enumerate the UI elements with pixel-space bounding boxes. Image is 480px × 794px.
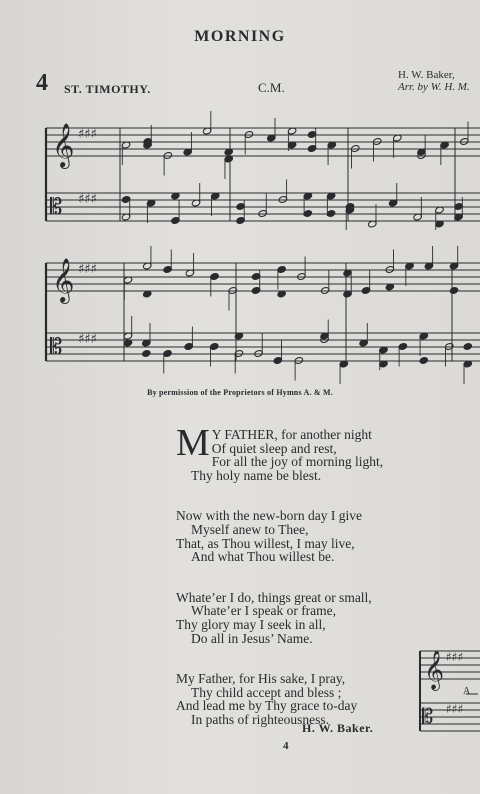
treble-clef: 𝄞: [52, 258, 75, 302]
key-signature: ♯♯♯: [78, 127, 97, 142]
system-1: [46, 111, 469, 230]
page-number: 4: [283, 740, 289, 752]
verse-line: Whate’er I do, things great or small,: [176, 589, 372, 605]
arranger-credit: Arr. by W. H. M.: [398, 81, 470, 93]
verse-line: Do all in Jesus’ Name.: [191, 630, 313, 646]
verse-line: Y FATHER, for another night: [211, 427, 372, 442]
treble-clef: 𝄞: [424, 650, 445, 690]
verse-line: Thy child accept and bless ;: [191, 684, 342, 700]
key-signature: ♯♯♯: [78, 192, 97, 207]
tenor-clef: 𝄡: [422, 704, 434, 728]
note-head: [142, 350, 151, 358]
system-2: [46, 246, 472, 384]
verse-line: For all the joy of morning light,: [211, 454, 384, 470]
note-head: [449, 287, 458, 295]
verse-line: And lead me by Thy grace to-day: [176, 698, 358, 714]
stanza-2: [176, 509, 416, 563]
key-signature: ♯♯♯: [446, 650, 464, 664]
verse-line: And what Thou willest be.: [191, 549, 335, 565]
permission-note: By permission of the Proprietors of Hymns A. & M.: [147, 388, 333, 397]
verses: [176, 422, 416, 754]
stanza-3: [176, 591, 416, 645]
treble-clef: 𝄞: [52, 123, 75, 167]
staff-treble: [46, 263, 480, 291]
verse-line: Thy holy name be blest.: [191, 467, 322, 483]
key-signature: ♯♯♯: [446, 702, 464, 716]
verse-line: In paths of righteousness.: [191, 711, 329, 727]
tenor-clef: 𝄡: [50, 195, 63, 220]
staff-tenor: [46, 333, 480, 361]
hymn-number: 4: [36, 70, 48, 96]
note-head: [463, 343, 472, 351]
meter-label: C.M.: [258, 80, 285, 95]
note-head: [184, 343, 193, 351]
stanza-4: [176, 672, 416, 726]
margin-fragment-letter: A: [463, 686, 471, 697]
verse-line: Of quiet sleep and rest,: [211, 440, 337, 456]
author-credit: H. W. Baker,: [398, 69, 455, 81]
verse-line: That, as Thou willest, I may live,: [176, 535, 355, 551]
tune-name: ST. TIMOTHY.: [64, 82, 151, 96]
staff-treble: [46, 128, 480, 156]
page-title: MORNING: [194, 28, 286, 45]
verse-line: Thy glory may I seek in all,: [176, 616, 326, 632]
stanza-1: [176, 422, 416, 483]
verse-line: Myself anew to Thee,: [191, 521, 309, 537]
note-head: [419, 357, 428, 365]
verse-line: My Father, for His sake, I pray,: [176, 671, 346, 687]
key-signature: ♯♯♯: [78, 332, 97, 347]
hymn-signature: H. W. Baker.: [302, 721, 374, 735]
tenor-clef: 𝄡: [50, 335, 63, 360]
key-signature: ♯♯♯: [78, 262, 97, 277]
verse-line: Whate’er I speak or frame,: [191, 603, 337, 619]
drop-cap: M: [176, 422, 210, 464]
verse-line: Now with the new-born day I give: [176, 508, 362, 524]
